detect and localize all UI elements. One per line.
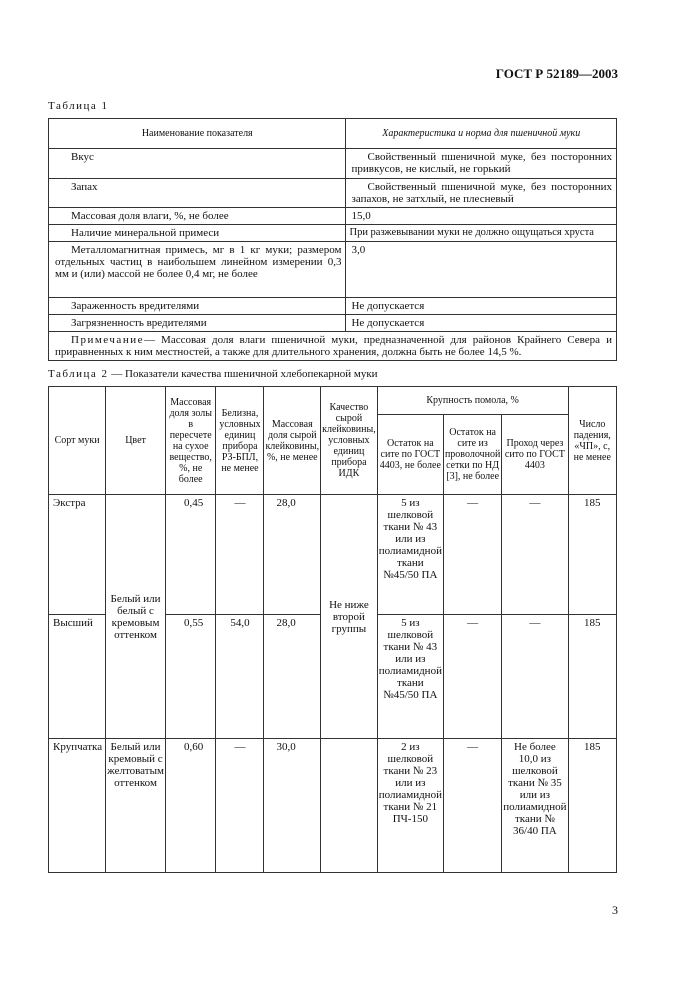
table2-caption-label: Таблица 2 (48, 368, 109, 380)
indicator-value: Свойственный пшеничной муке, без посторонних привкусов, не кислый, не горький (346, 149, 617, 179)
whiteness-cell: 54,0 (216, 615, 264, 739)
col-sort: Сорт муки (49, 387, 106, 495)
table2-caption-text: — Показатели качества пшеничной хлебопекарной муки (111, 368, 378, 380)
note-text: — Массовая доля влаги пшеничной муки, предназначенной для районов Крайнего Севера и приравненных к ним местностей, а также для длительного хранения, должна быть не более 14,5 %. (55, 334, 612, 358)
gluten-cell: 28,0 (264, 615, 321, 739)
indicator-value: 15,0 (346, 208, 617, 225)
falling-cell: 185 (568, 739, 616, 873)
table-row (49, 315, 617, 332)
table-row (49, 242, 617, 298)
table1-col-indicator: Наименование показателя (49, 119, 346, 149)
indicator-name: Металломагнитная примесь, мг в 1 кг муки; размером отдельных частиц в наибольшем линейном измерении 0,3 мм и (или) массой не более 0,4 мг, не более (49, 242, 346, 298)
indicator-name: Вкус (49, 149, 346, 179)
gluten-cell: 30,0 (264, 739, 321, 873)
table-row (49, 179, 617, 208)
ash-cell: 0,60 (165, 739, 216, 873)
residue-nd-cell: — (443, 495, 501, 615)
table1-col-norm: Характеристика и норма для пшеничной муки (346, 119, 617, 149)
gluten-quality-cell: Не ниже второй группы (321, 495, 378, 739)
color-cell: Белый или кремовый с желтоватым оттенком (106, 739, 166, 873)
indicator-name: Запах (49, 179, 346, 208)
table1-note (49, 332, 617, 361)
table1 (48, 118, 617, 361)
page-number: 3 (612, 903, 618, 917)
col-grind-group: Крупность помола, % (377, 387, 568, 415)
col-color: Цвет (106, 387, 166, 495)
indicator-name: Массовая доля влаги, %, не более (49, 208, 346, 225)
table2 (48, 386, 617, 873)
col-residue-gost: Остаток на сите по ГОСТ 4403, не более (377, 415, 443, 495)
pass-gost-cell: — (502, 495, 568, 615)
gluten-quality-cell (321, 739, 378, 873)
sort-cell: Крупчатка (49, 739, 106, 873)
table1-header-row (49, 119, 617, 149)
residue-gost-cell: 5 из шелковой ткани № 43 или из полиамидной ткани №45/50 ПА (377, 495, 443, 615)
table-row (49, 208, 617, 225)
indicator-value: Свойственный пшеничной муке, без посторонних запахов, не затхлый, не плесневый (346, 179, 617, 208)
col-gluten-quality: Качество сырой клейковины, условных единиц прибора ИДК (321, 387, 378, 495)
whiteness-cell: — (216, 739, 264, 873)
table1-note-row (49, 332, 617, 361)
indicator-value: Не допускается (346, 315, 617, 332)
indicator-value: 3,0 (346, 242, 617, 298)
table-row (49, 225, 617, 242)
gluten-cell: 28,0 (264, 495, 321, 615)
ash-cell: 0,45 (165, 495, 216, 615)
indicator-value: Не допускается (346, 298, 617, 315)
pass-gost-cell: Не более 10,0 из шелковой ткани № 35 или из полиамидной ткани № 36/40 ПА (502, 739, 568, 873)
table-row (49, 149, 617, 179)
indicator-value: При разжевывании муки не должно ощущаться хруста (346, 225, 617, 242)
residue-gost-cell: 5 из шелковой ткани № 43 или из полиамидной ткани №45/50 ПА (377, 615, 443, 739)
table1-caption: Таблица 1 (48, 100, 109, 112)
document-title: ГОСТ Р 52189—2003 (495, 66, 618, 81)
col-residue-nd: Остаток на сите из проволочной сетки по НД [3], не более (443, 415, 501, 495)
falling-cell: 185 (568, 615, 616, 739)
sort-cell: Экстра (49, 495, 106, 615)
whiteness-cell: — (216, 495, 264, 615)
table-row (49, 298, 617, 315)
sort-cell: Высший (49, 615, 106, 739)
col-pass-gost: Проход через сито по ГОСТ 4403 (502, 415, 568, 495)
residue-nd-cell: — (443, 615, 501, 739)
table2-caption (48, 368, 378, 380)
note-label: Примечание (71, 334, 144, 346)
residue-nd-cell: — (443, 739, 501, 873)
indicator-name: Зараженность вредителями (49, 298, 346, 315)
falling-cell: 185 (568, 495, 616, 615)
col-gluten-mass: Массовая доля сырой клейковины, %, не менее (264, 387, 321, 495)
table2-header-row (49, 387, 617, 415)
indicator-name: Наличие минеральной примеси (49, 225, 346, 242)
residue-gost-cell: 2 из шелковой ткани № 23 или из полиамидной ткани № 21 ПЧ-150 (377, 739, 443, 873)
col-ash: Массовая доля золы в пересчете на сухое вещество, %, не более (165, 387, 216, 495)
table-row (49, 739, 617, 873)
ash-cell: 0,55 (165, 615, 216, 739)
color-cell: Белый или белый с кремовым оттенком (106, 495, 166, 739)
table-row (49, 495, 617, 615)
col-falling-number: Число падения, «ЧП», с, не менее (568, 387, 616, 495)
pass-gost-cell: — (502, 615, 568, 739)
col-whiteness: Белизна, условных единиц прибора РЗ-БПЛ, не менее (216, 387, 264, 495)
indicator-name: Загрязненность вредителями (49, 315, 346, 332)
